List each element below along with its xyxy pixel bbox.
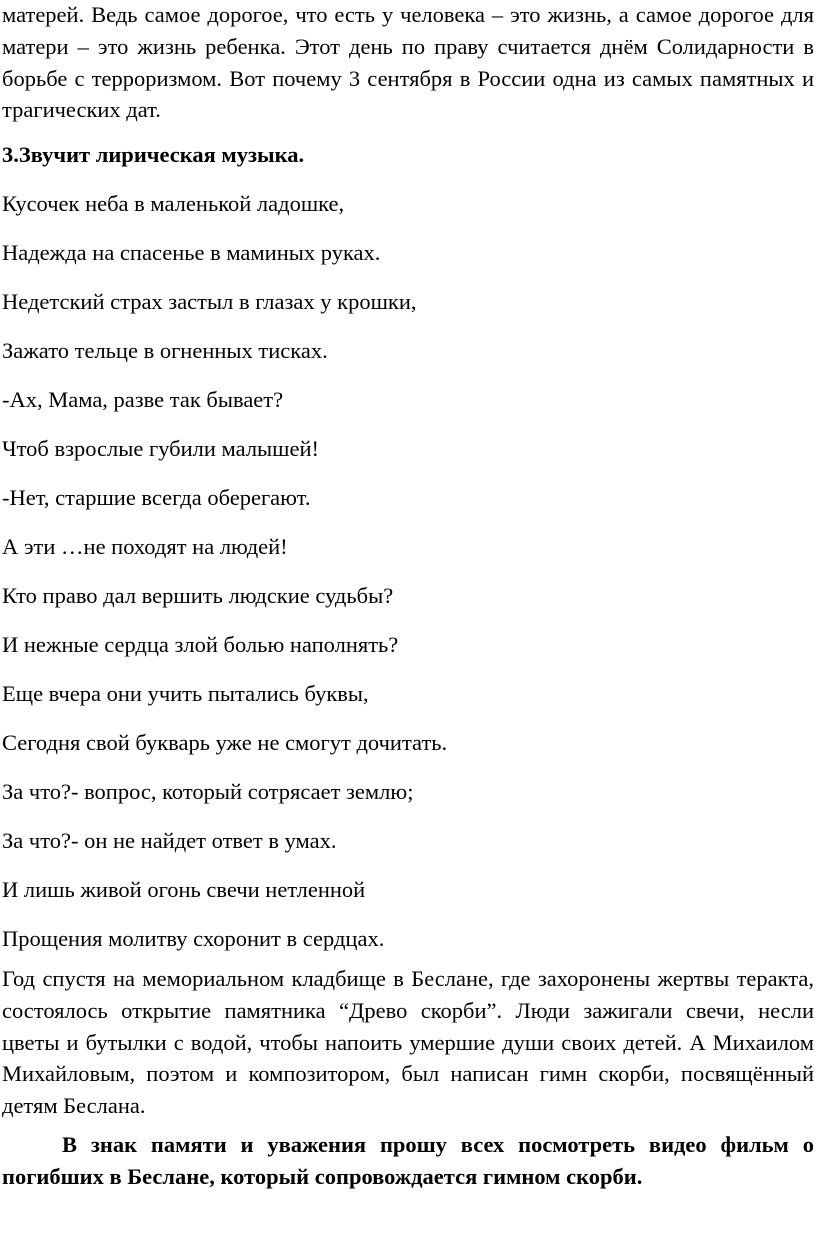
- poem-line: -Ах, Мама, разве так бывает?: [2, 387, 284, 412]
- poem-line: Недетский страх застыл в глазах у крошки,: [2, 289, 417, 314]
- poem-line: За что?- вопрос, который сотрясает землю;: [2, 779, 414, 804]
- section-heading: 3.Звучит лирическая музыка.: [2, 142, 305, 167]
- poem-line: Зажато тельце в огненных тисках.: [2, 338, 328, 363]
- intro-paragraph: матерей. Ведь самое дорогое, что есть у человека – это жизнь, а самое дорогое для матери – это жизнь ребенка. Этот день по праву считается днём Солидарности в борьбе с терроризмом. Вот почему 3 сентября в России одна из самых памятных и трагических дат.: [2, 2, 814, 123]
- poem-line: -Нет, старшие всегда оберегают.: [2, 485, 311, 510]
- poem-line: Прощения молитву схоронит в сердцах.: [2, 926, 385, 951]
- poem-line: И нежные сердца злой болью наполнять?: [2, 632, 399, 657]
- poem-line: И лишь живой огонь свечи нетленной: [2, 877, 366, 902]
- poem-line: Чтоб взрослые губили малышей!: [2, 436, 320, 461]
- poem-line: Кусочек неба в маленькой ладошке,: [2, 191, 345, 216]
- poem-line: Еще вчера они учить пытались буквы,: [2, 681, 369, 706]
- poem-line: А эти …не походят на людей!: [2, 534, 288, 559]
- poem-line: За что?- он не найдет ответ в умах.: [2, 828, 337, 853]
- poem-line: Сегодня свой букварь уже не смогут дочитать.: [2, 730, 448, 755]
- poem-line: Кто право дал вершить людские судьбы?: [2, 583, 394, 608]
- poem-line: Надежда на спасенье в маминых руках.: [2, 240, 381, 265]
- closing-paragraph: В знак памяти и уважения прошу всех посмотреть видео фильм о погибших в Беслане, который сопровождается гимном скорби.: [2, 1132, 814, 1189]
- memorial-paragraph: Год спустя на мемориальном кладбище в Беслане, где захоронены жертвы теракта, состоялось открытие памятника “Древо скорби”. Люди зажигали свечи, несли цветы и бутылки с водой, чтобы напоить умершие души своих детей. А Михаилом Михайловым, поэтом и композитором, был написан гимн скорби, посвящённый детям Беслана.: [2, 966, 814, 1119]
